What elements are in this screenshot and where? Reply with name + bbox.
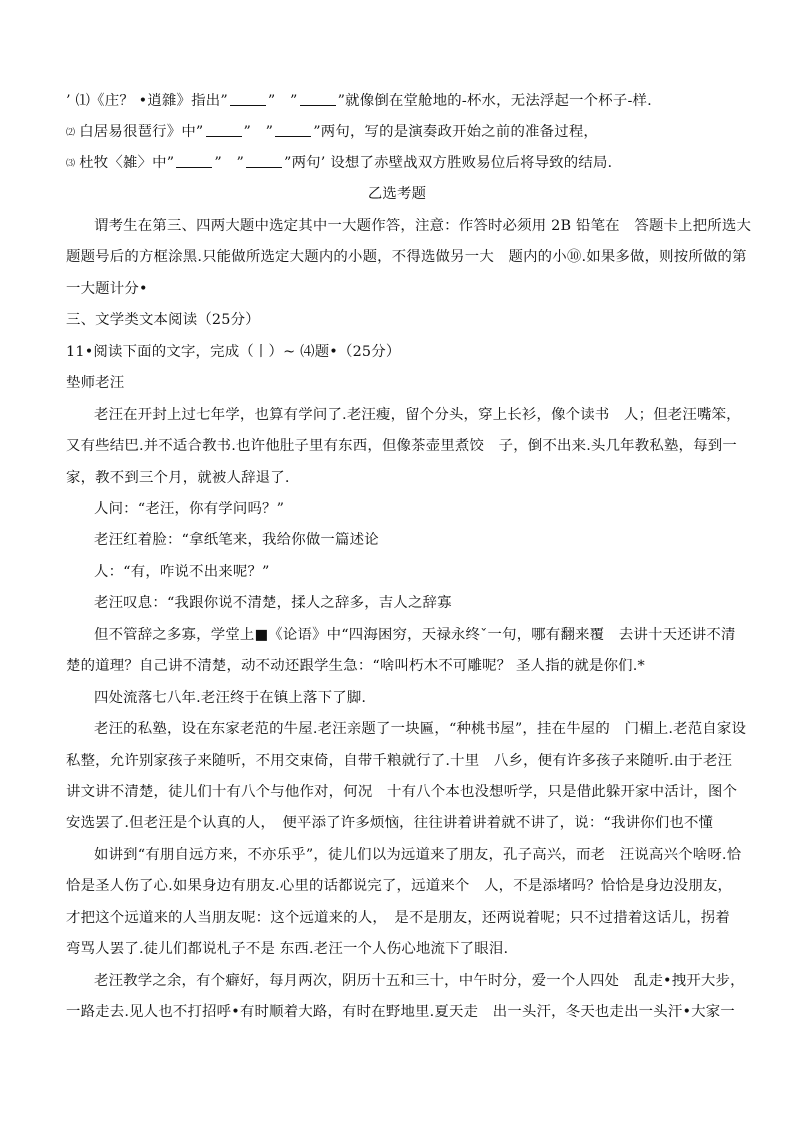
- section-title: 乙选考题: [367, 186, 427, 202]
- answer-blank: [300, 93, 336, 106]
- instruction-line-2: 题题号后的方框涂黑.只能做所选定大题内的小题，不得选做另一大 题内的小⑩.如果多做，则按所做的第: [66, 249, 747, 265]
- paragraph-line: 人：“有，咋说不出来呢？”: [94, 564, 270, 580]
- q10-line-2: [66, 122, 598, 143]
- paragraph-line: 人问：“老汪，你有学问吗？”: [94, 501, 285, 517]
- paragraph-line: 安选罢了.但老汪是个认真的人， 便平添了许多烦恼，往往讲着讲着就不讲了，说：“我讲你们也不懂: [66, 815, 714, 831]
- answer-blank: [176, 155, 212, 168]
- q10-line-2-pre: 白居易很琶行》中”: [79, 124, 204, 140]
- q10-line-1: [66, 91, 652, 111]
- paragraph-line: 老汪在开封上过七年学，也算有学问了.老汪瘦，留个分头，穿上长衫，像个读书 人；但老汪嘴笨，: [94, 407, 741, 423]
- part3-heading: 三、文学类文本阅读（25分）: [66, 312, 260, 328]
- item-marker: ⑶: [66, 159, 76, 169]
- paragraph-line: 但不管辞之多寡，学堂上■《论语》中“四海困穷，天禄永终ˇ一句，哪有翻来覆 去讲十天还讲不清: [94, 627, 736, 643]
- paragraph-line: 如讲到“有朋自远方来，不亦乐乎”，徒儿们以为远道来了朋友，孔子高兴，而老 汪说高兴个啥呀.恰: [94, 847, 742, 863]
- instruction-line-3: 一大题计分•: [66, 281, 148, 297]
- story-title: 垫师老汪: [66, 375, 125, 391]
- q11-heading: 11•阅读下面的文字，完成（丨）~ ⑷题•（25分）: [66, 344, 401, 360]
- answer-blank: [246, 155, 282, 168]
- q10-line-1-pre: ’ ⑴《庄？ •逍雜》指出”: [66, 93, 228, 109]
- q10-line-3: [66, 153, 612, 174]
- paragraph-line: 私整，允许别家孩子来随听，不用交束倚，自带千粮就行了.十里 八乡，便有许多孩子来随听.由于老汪: [66, 753, 733, 769]
- item-marker: ⑵: [66, 128, 76, 138]
- paragraph-line: 恰是圣人伤了心.如果身边有朋友.心里的话都说完了，远道来个 人，不是添堵吗？恰恰是身边没朋友，: [66, 878, 733, 894]
- q10-line-1-mid: ” ”: [267, 93, 298, 109]
- instruction-line-1: 谓考生在第三、四两大题中选定其中一大题作答，注意：作答时必须用 2B 铅笔在 答题卡上把所选大: [94, 218, 752, 234]
- q10-line-2-post: ”两句，写的是演奏政开始之前的准备过程，: [313, 124, 598, 140]
- paragraph-line: 讲文讲不清楚，徒儿们十有八个与他作对，何况 十有八个本也没想听学，只是借此躲开家中活计，图个: [66, 784, 738, 800]
- paragraph-line: 老汪教学之余，有个癖好，每月两次，阴历十五和三十，中午时分，爱一个人四处 乱走•拽开大步，: [94, 973, 745, 989]
- answer-blank: [230, 93, 266, 106]
- paragraph-line: 老汪的私塾，设在东家老范的牛屋.老汪亲题了一块匾，“种桃书屋”，挂在牛屋的 门楣上.老范自家设: [94, 721, 747, 737]
- paragraph-line: 才把这个远道来的人当朋友呢：这个远道来的人， 是不是朋友，还两说着呢；只不过措着这话儿，拐着: [66, 910, 730, 926]
- paragraph-line: 弯骂人罢了.徒儿们都说札子不是 东西.老汪一个人伤心地流下了眼泪.: [66, 941, 509, 957]
- q10-line-1-post: ”就像倒在堂舱地的-杯水，无法浮起一个杯子-样.: [337, 93, 652, 109]
- paragraph-line: 四处流落七八年.老汪终于在镇上落下了脚.: [94, 690, 367, 706]
- answer-blank: [275, 124, 311, 137]
- q10-line-3-mid: ” ”: [214, 155, 245, 171]
- q10-line-2-mid: ” ”: [243, 124, 274, 140]
- q10-line-3-pre: 杜牧〈雑〉中”: [79, 155, 175, 171]
- paragraph-line: 又有些结巴.并不适合教书.也许他肚子里有东西，但像茶壶里煮饺 子，倒不出来.头几年教私塾，每到一: [66, 438, 737, 454]
- paragraph-line: 家，教不到三个月，就被人辞退了.: [66, 470, 290, 486]
- paragraph-line: 老汪叹息：“我跟你说不清楚，揉人之辞多，吉人之辞寡: [94, 595, 452, 611]
- paragraph-line: 楚的道理？自己讲不清楚，动不动还跟学生急：“啥叫朽木不可雕呢？ 圣人指的就是你们.*: [66, 658, 645, 674]
- paragraph-line: 一路走去.见人也不打招呼•有时顺着大路，有时在野地里.夏天走 出一头汗，冬天也走出一头汗•大家一: [66, 1004, 735, 1020]
- q10-line-3-post: ”两句’ 设想了赤壁战双方胜败易位后将导致的结局.: [284, 155, 613, 171]
- paragraph-line: 老汪红着脸：“拿纸笔来，我给你做一篇述论: [94, 532, 379, 548]
- answer-blank: [206, 124, 242, 137]
